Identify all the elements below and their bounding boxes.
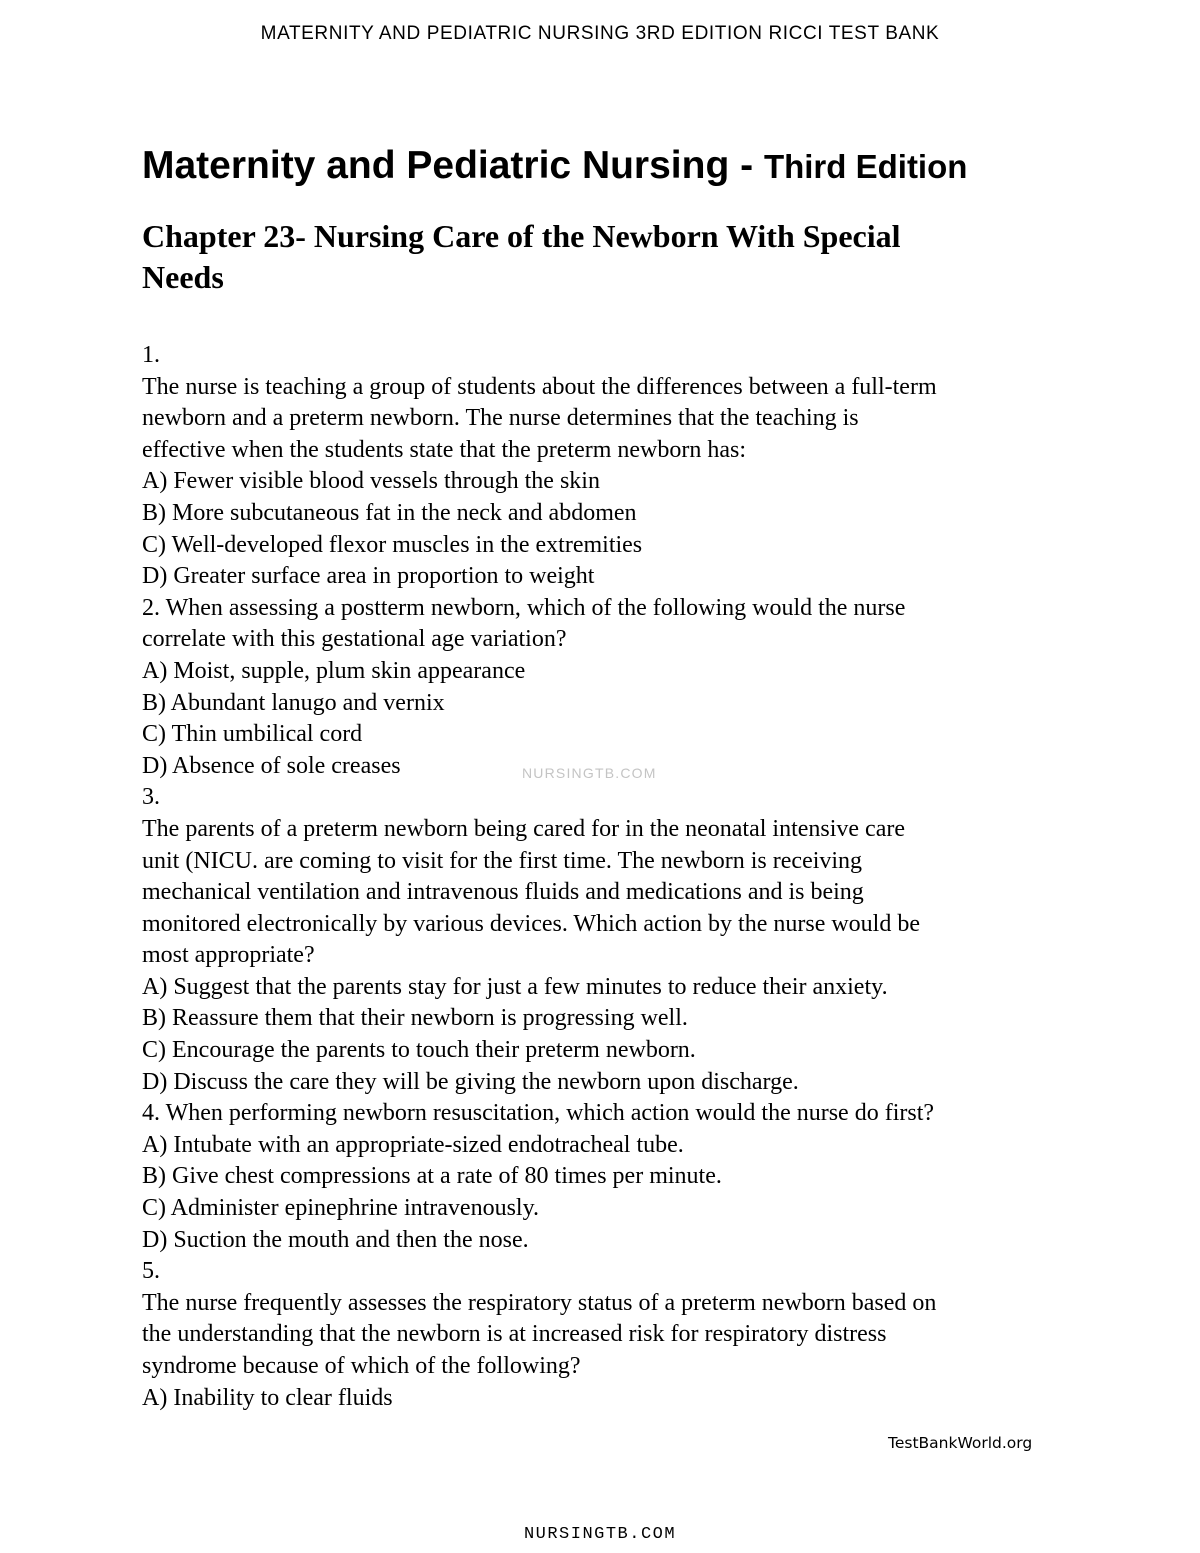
site-link[interactable]: TestBankWorld.org — [888, 1434, 1033, 1452]
text-line: D) Discuss the care they will be giving the newborn upon discharge. — [142, 1068, 799, 1095]
text-line: A) Moist, supple, plum skin appearance — [142, 657, 526, 684]
text-line: C) Thin umbilical cord — [142, 721, 363, 748]
document-title-main: Maternity and Pediatric Nursing - — [142, 144, 764, 187]
text-line: The nurse is teaching a group of students about the differences between a full-term — [142, 373, 937, 400]
text-line: A) Fewer visible blood vessels through the skin — [142, 468, 600, 495]
document-title — [142, 140, 967, 200]
text-line: C) Administer epinephrine intravenously. — [142, 1195, 540, 1222]
text-line: D) Suction the mouth and then the nose. — [142, 1226, 529, 1253]
text-line: effective when the students state that the preterm newborn has: — [142, 436, 747, 463]
chapter-title-line: Needs — [142, 259, 224, 295]
text-line: B) Abundant lanugo and vernix — [142, 689, 445, 716]
text-line: 2. When assessing a postterm newborn, which of the following would the nurse — [142, 594, 906, 621]
text-line: correlate with this gestational age variation? — [142, 626, 567, 653]
text-line: A) Intubate with an appropriate-sized endotracheal tube. — [142, 1131, 684, 1158]
text-line: C) Well-developed flexor muscles in the extremities — [142, 531, 643, 558]
running-header: MATERNITY AND PEDIATRIC NURSING 3RD EDITION RICCI TEST BANK — [260, 23, 940, 44]
text-line: B) More subcutaneous fat in the neck and abdomen — [142, 499, 637, 526]
text-line: B) Give chest compressions at a rate of 80 times per minute. — [142, 1163, 722, 1190]
text-line: A) Suggest that the parents stay for just a few minutes to reduce their anxiety. — [142, 973, 888, 1000]
text-line: D) Absence of sole creases — [142, 752, 401, 779]
text-line: monitored electronically by various devices. Which action by the nurse would be — [142, 910, 920, 937]
document-title-edition: Third Edition — [763, 148, 968, 185]
page-footer: NURSINGTB.COM — [523, 1525, 677, 1544]
text-line: A) Inability to clear fluids — [142, 1384, 393, 1411]
text-line: most appropriate? — [142, 942, 315, 969]
text-line: 4. When performing newborn resuscitation, which action would the nurse do first? — [142, 1100, 935, 1127]
text-line: D) Greater surface area in proportion to weight — [142, 563, 595, 590]
text-line: mechanical ventilation and intravenous fluids and medications and is being — [142, 879, 864, 906]
text-line: newborn and a preterm newborn. The nurse determines that the teaching is — [142, 405, 859, 432]
question-body — [142, 340, 1072, 1414]
text-line: 3. — [142, 784, 160, 811]
text-line: C) Encourage the parents to touch their preterm newborn. — [142, 1037, 696, 1064]
chapter-title-line: Chapter 23- Nursing Care of the Newborn With Special — [142, 218, 901, 254]
text-line: 5. — [142, 1258, 160, 1285]
text-line: 1. — [142, 342, 160, 368]
text-line: The nurse frequently assesses the respiratory status of a preterm newborn based on — [142, 1289, 937, 1316]
text-line: The parents of a preterm newborn being cared for in the neonatal intensive care — [142, 815, 905, 842]
text-line: unit (NICU. are coming to visit for the first time. The newborn is receiving — [142, 847, 863, 874]
text-line: B) Reassure them that their newborn is progressing well. — [142, 1005, 688, 1032]
watermark: NURSINGTB.COM — [522, 765, 657, 781]
text-line: syndrome because of which of the following? — [142, 1353, 581, 1379]
chapter-title — [142, 216, 1042, 298]
text-line: the understanding that the newborn is at increased risk for respiratory distress — [142, 1321, 887, 1348]
